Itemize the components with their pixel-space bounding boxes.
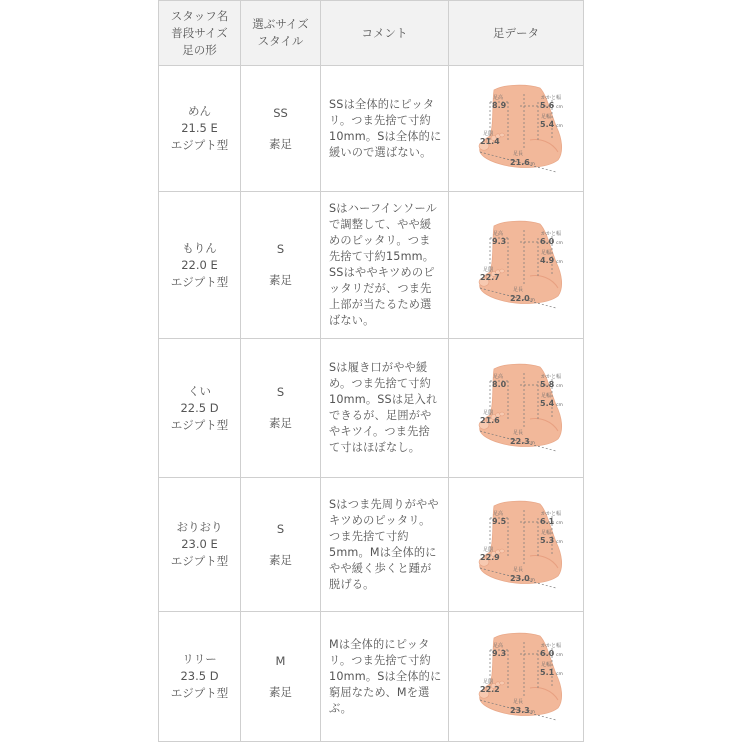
staff-usual: 22.0 E — [181, 257, 218, 272]
comment-line: て寸はほぼなし。 — [329, 441, 421, 454]
staff-name: リリー — [182, 652, 217, 666]
header-staff — [159, 1, 241, 66]
foot-data-cell — [449, 478, 584, 612]
staff-shape: エジプト型 — [170, 554, 229, 568]
width-label: 足幅 — [541, 393, 552, 399]
comment-line: Sはハーフインソール — [329, 202, 437, 215]
instep-value: 6.0 — [540, 237, 555, 246]
instep-value: 5.8 — [540, 380, 555, 389]
comment-line: リ。つま先捨て寸約 — [329, 113, 431, 127]
instep-unit: cm — [556, 652, 563, 658]
staff-usual: 23.0 E — [181, 537, 218, 551]
instep-label: かかと幅 — [541, 231, 562, 237]
size-cell — [241, 478, 321, 612]
toe — [500, 549, 505, 553]
height-value: 9.3 — [492, 237, 507, 246]
foot-diagram — [460, 628, 572, 726]
girth-value: 21.4 — [480, 136, 500, 146]
length-label: 足長 — [513, 287, 524, 293]
width-unit: cm — [556, 539, 563, 545]
staff-cell — [159, 478, 241, 612]
staff-shape: エジプト型 — [170, 686, 229, 700]
length-value: 22.3 — [510, 437, 530, 446]
comment-line: できるが、足囲がや — [329, 409, 432, 422]
instep-value: 6.1 — [540, 516, 555, 526]
staff-usual: 23.5 D — [180, 669, 219, 683]
height-label: 足高 — [493, 374, 504, 380]
length-label: 足長 — [513, 430, 524, 436]
length-value: 23.3 — [510, 705, 530, 715]
staff-name: めん — [188, 104, 211, 118]
width-value: 4.9 — [540, 256, 555, 265]
height-label: 足高 — [493, 510, 504, 517]
length-label: 足長 — [513, 566, 524, 573]
toe — [500, 412, 505, 416]
height-value: 9.5 — [492, 516, 507, 526]
girth-value: 22.2 — [480, 684, 500, 694]
comment-cell — [321, 612, 449, 742]
comment-line: ッタリだが、つま先 — [329, 282, 432, 295]
comment-line: Mは全体的にピッタ — [329, 637, 430, 651]
instep-unit: cm — [556, 104, 563, 110]
instep-label: かかと幅 — [541, 510, 562, 517]
chosen-size: SS — [273, 105, 288, 120]
foot-data-cell — [449, 339, 584, 478]
header-staff-line: スタッフ名 — [170, 8, 229, 23]
staff-shape: エジプト型 — [170, 274, 229, 289]
staff-usual: 21.5 E — [181, 121, 218, 135]
width-label: 足幅 — [541, 529, 552, 536]
instep-unit: cm — [556, 384, 563, 389]
girth-label: 足囲 — [483, 678, 494, 685]
comment-line: めのピッタリ。つま — [329, 234, 431, 247]
foot-diagram — [460, 80, 572, 178]
comment-cell — [321, 339, 449, 478]
size-cell — [241, 339, 321, 478]
comment-line: やや緩く歩くと踵が — [329, 561, 432, 575]
length-unit: cm — [528, 298, 535, 303]
staff-cell — [159, 339, 241, 478]
chosen-size: S — [276, 242, 285, 256]
staff-name: もりん — [182, 240, 217, 255]
header-foot-data: 足データ — [449, 1, 584, 66]
comment-line: Sはつま先周りがやや — [329, 497, 439, 511]
girth-value: 22.9 — [480, 552, 500, 562]
chosen-size: S — [276, 385, 285, 399]
header-row — [159, 1, 584, 66]
comment-line: 緩いので選ばない。 — [329, 145, 432, 159]
width-unit: cm — [556, 260, 563, 265]
girth-label: 足囲 — [483, 267, 494, 273]
length-unit: cm — [528, 577, 535, 583]
instep-value: 6.0 — [540, 648, 555, 658]
instep-label: かかと幅 — [541, 642, 562, 649]
instep-unit: cm — [556, 241, 563, 246]
instep-label: かかと幅 — [541, 374, 562, 380]
staff-cell — [159, 66, 241, 192]
comment-line: 5mm。Mは全体的に — [329, 545, 437, 559]
comment-line: SSはややキツめのピ — [329, 266, 435, 279]
comment-line: つま先捨て寸約 — [329, 529, 409, 543]
header-staff-line: 普段サイズ — [171, 25, 228, 40]
comment-line: リ。つま先捨て寸約 — [329, 653, 431, 667]
header-size — [241, 1, 321, 66]
height-value: 9.3 — [492, 648, 507, 658]
girth-label: 足囲 — [483, 130, 494, 137]
comment-line: ばない。 — [329, 314, 375, 327]
header-comment: コメント — [321, 1, 449, 66]
comment-line: で調整して、やや緩 — [329, 218, 432, 231]
width-value: 5.3 — [540, 535, 555, 545]
chosen-size: M — [275, 653, 286, 668]
staff-shape: エジプト型 — [170, 138, 229, 152]
header-staff-line: 足の形 — [182, 42, 217, 57]
staff-name: くい — [188, 383, 211, 398]
comment-line: 10mm。SSは足入れ — [329, 393, 438, 406]
length-unit: cm — [528, 709, 535, 715]
comment-line: 脱げる。 — [329, 577, 375, 591]
comment-line: 窮屈なため、Mを選 — [329, 685, 430, 699]
width-label: 足幅 — [541, 250, 552, 256]
chosen-size: S — [276, 521, 285, 536]
header-size-line: スタイル — [257, 34, 304, 48]
foot-diagram — [460, 496, 572, 594]
width-value: 5.1 — [540, 667, 555, 677]
width-label: 足幅 — [541, 113, 552, 120]
style: 素足 — [269, 273, 292, 287]
size-cell — [241, 192, 321, 339]
girth-value: 22.7 — [480, 273, 500, 282]
length-value: 22.0 — [510, 294, 530, 303]
length-label: 足長 — [513, 150, 524, 157]
foot-data-cell — [449, 66, 584, 192]
staff-row — [159, 339, 584, 478]
length-value: 23.0 — [510, 573, 530, 583]
size-cell — [241, 612, 321, 742]
comment-line: 先捨て寸約15mm。 — [329, 250, 435, 263]
length-unit: cm — [528, 161, 535, 167]
staff-name: おりおり — [176, 520, 223, 534]
width-value: 5.4 — [540, 399, 555, 408]
instep-unit: cm — [556, 520, 563, 526]
comment-line: キツめのピッタリ。 — [329, 513, 431, 527]
comment-cell — [321, 66, 449, 192]
staff-shape: エジプト型 — [170, 417, 229, 432]
toe — [500, 269, 505, 273]
staff-usual: 22.5 D — [180, 400, 219, 415]
comment-line: ぶ。 — [329, 701, 352, 715]
comment-line: 上部が当たるため選 — [329, 298, 432, 311]
staff-cell — [159, 192, 241, 339]
table-body — [159, 66, 584, 742]
staff-row — [159, 612, 584, 742]
style: 素足 — [269, 416, 292, 430]
width-unit: cm — [556, 671, 563, 677]
foot-diagram — [460, 216, 572, 314]
staff-row — [159, 192, 584, 339]
width-unit: cm — [556, 403, 563, 408]
height-value: 8.9 — [492, 100, 507, 110]
length-label: 足長 — [513, 698, 524, 705]
toe — [500, 133, 505, 137]
comment-cell — [321, 478, 449, 612]
comment-line: 10mm。Sは全体的に — [329, 129, 442, 143]
comment-cell — [321, 192, 449, 339]
staff-row — [159, 66, 584, 192]
width-label: 足幅 — [541, 661, 552, 668]
girth-label: 足囲 — [483, 410, 494, 416]
foot-data-cell — [449, 612, 584, 742]
length-unit: cm — [528, 441, 535, 446]
comment-line: め。つま先捨て寸約 — [329, 377, 432, 390]
height-value: 8.0 — [492, 380, 507, 389]
comment-line: Sは履き口がやや緩 — [329, 361, 428, 374]
comment-line: 10mm。Sは全体的に — [329, 669, 442, 683]
foot-diagram — [460, 359, 572, 457]
size-cell — [241, 66, 321, 192]
style: 素足 — [269, 684, 292, 699]
comment-line: やキツイ。つま先捨 — [329, 425, 430, 438]
staff-row — [159, 478, 584, 612]
comment-line: SSは全体的にピッタ — [329, 97, 435, 111]
girth-label: 足囲 — [483, 546, 494, 553]
foot-data-cell — [449, 192, 584, 339]
style: 素足 — [269, 552, 292, 567]
style: 素足 — [269, 136, 292, 151]
height-label: 足高 — [493, 231, 504, 237]
width-value: 5.4 — [540, 119, 555, 129]
header-size-line: 選ぶサイズ — [252, 17, 309, 31]
height-label: 足高 — [493, 94, 504, 101]
instep-label: かかと幅 — [541, 94, 562, 101]
girth-value: 21.6 — [480, 416, 500, 425]
staff-size-table — [158, 0, 584, 742]
width-unit: cm — [556, 123, 563, 129]
staff-cell — [159, 612, 241, 742]
length-value: 21.6 — [510, 157, 530, 167]
instep-value: 5.6 — [540, 100, 555, 110]
toe — [500, 681, 505, 685]
height-label: 足高 — [493, 642, 504, 649]
